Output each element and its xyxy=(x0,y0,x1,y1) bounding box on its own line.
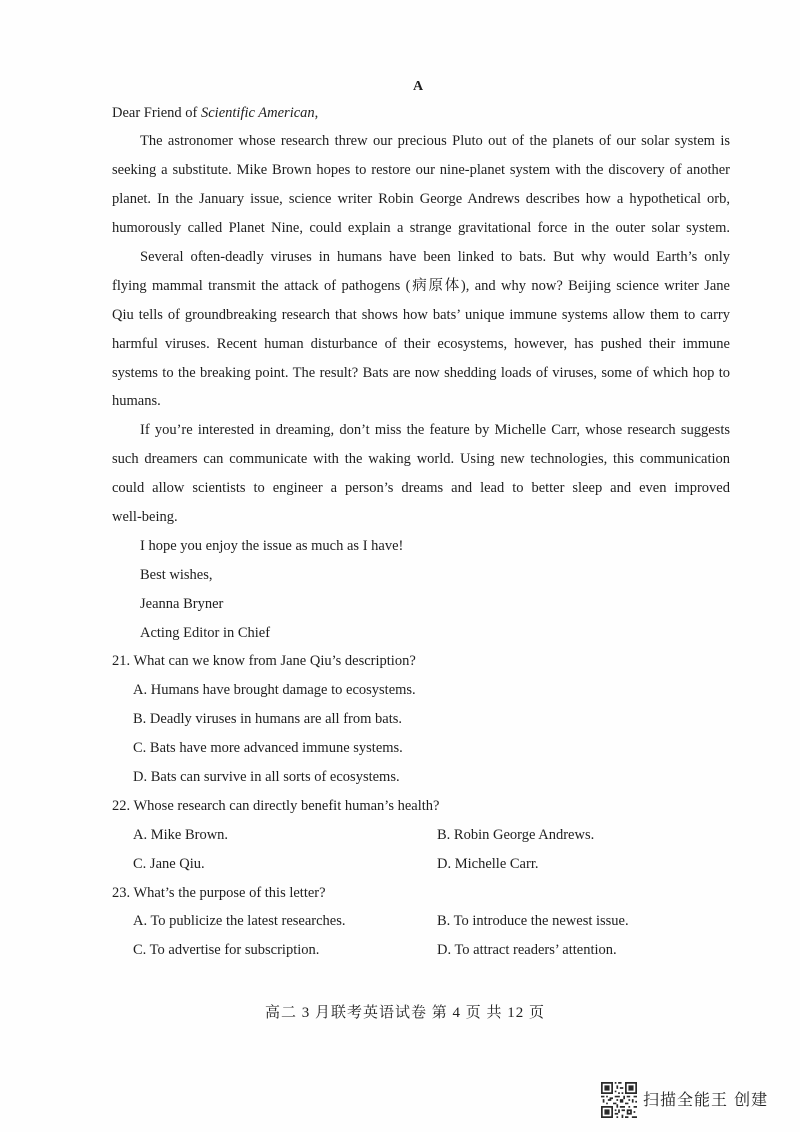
option-c: C. Jane Qiu. xyxy=(133,855,205,872)
paragraph-line: humorously called Planet Nine, could explain a strange gravitational force in the outer solar system. xyxy=(112,220,730,237)
question-stem-line xyxy=(112,879,730,908)
salutation-punctuation: , xyxy=(314,104,319,121)
paragraph-3 xyxy=(112,416,730,532)
signer-title: Acting Editor in Chief xyxy=(140,624,271,641)
closing-remark: I hope you enjoy the issue as much as I have! xyxy=(140,537,404,554)
qr-code-icon xyxy=(601,1082,637,1118)
reading-passage xyxy=(112,99,730,966)
option-b: B. Robin George Andrews. xyxy=(437,826,595,843)
signer-name: Jeanna Bryner xyxy=(140,595,224,612)
option-d: D. Bats can survive in all sorts of ecosystems. xyxy=(133,768,400,785)
option-d: D. Michelle Carr. xyxy=(437,855,539,872)
paragraph-line: humans. xyxy=(112,393,161,410)
question-stem-line xyxy=(112,647,730,676)
paragraph-line: harmful viruses. Recent human disturbance of their ecosystems, however, has pushed their immune xyxy=(112,335,730,352)
option-a: A. Mike Brown. xyxy=(133,826,229,843)
options-row xyxy=(112,936,730,965)
question-stem: What can we know from Jane Qiu’s description? xyxy=(133,653,416,670)
section-label: A xyxy=(412,79,424,94)
paragraph-line: The astronomer whose research threw our precious Pluto out of the planets of our solar system is xyxy=(140,133,730,150)
paragraph-line: well-being. xyxy=(112,508,178,525)
option-b: B. To introduce the newest issue. xyxy=(437,913,629,930)
question-number: 21. xyxy=(112,653,131,670)
option-c: C. To advertise for subscription. xyxy=(133,942,320,959)
question-number: 22. xyxy=(112,797,131,814)
letter-closing xyxy=(112,532,730,648)
scanner-watermark-text: 扫描全能王 创建 xyxy=(643,1090,769,1109)
options-row xyxy=(112,821,730,850)
sign-off: Best wishes, xyxy=(140,566,213,583)
paragraph-line: Qiu tells of groundbreaking research that shows how bats’ unique immune systems allow them to carry xyxy=(112,306,730,323)
paragraph-2 xyxy=(112,243,730,416)
options-row xyxy=(112,850,730,879)
paragraph-line: could allow scientists to engineer a person’s dreams and lead to better sleep and even improved xyxy=(112,480,730,497)
option-c: C. Bats have more advanced immune systems. xyxy=(133,740,403,757)
paragraph-line: flying mammal transmit the attack of pathogens (病原体), and why now? Beijing science writer Jane xyxy=(112,277,730,294)
paragraph-1 xyxy=(112,127,730,243)
paragraph-line: systems to the breaking point. The result? Bats are now shedding loads of viruses, some of which hop to xyxy=(112,364,730,381)
question-number: 23. xyxy=(112,884,131,901)
question-stem: Whose research can directly benefit human’s health? xyxy=(133,797,440,814)
option-a: A. To publicize the latest researches. xyxy=(133,913,346,930)
magazine-title: Scientific American xyxy=(200,104,315,121)
option-b: B. Deadly viruses in humans are all from bats. xyxy=(133,711,402,728)
question-stem: What’s the purpose of this letter? xyxy=(133,884,326,901)
question-22 xyxy=(112,792,730,879)
option-d: D. To attract readers’ attention. xyxy=(437,942,617,959)
option-a: A. Humans have brought damage to ecosystems. xyxy=(133,682,416,699)
page-footer: 高二 3 月联考英语试卷 第 4 页 共 12 页 xyxy=(264,1005,545,1021)
salutation-text: Dear Friend of xyxy=(112,104,201,121)
paragraph-line: If you’re interested in dreaming, don’t miss the feature by Michelle Carr, whose research suggests xyxy=(140,422,730,439)
question-23 xyxy=(112,879,730,966)
options-row xyxy=(112,907,730,936)
paragraph-line: Several often-deadly viruses in humans have been linked to bats. But why would Earth’s only xyxy=(140,248,730,265)
salutation xyxy=(112,99,730,128)
paragraph-line: such dreamers can communicate with the waking world. Using new technologies, this communication xyxy=(112,451,730,468)
paragraph-line: planet. In the January issue, science writer Robin George Andrews describes how a hypothetical orb, xyxy=(112,191,730,208)
paragraph-line: seeking a substitute. Mike Brown hopes to restore our nine-planet system with the discovery of another xyxy=(112,162,730,179)
question-stem-line xyxy=(112,792,730,821)
question-21 xyxy=(112,647,730,791)
